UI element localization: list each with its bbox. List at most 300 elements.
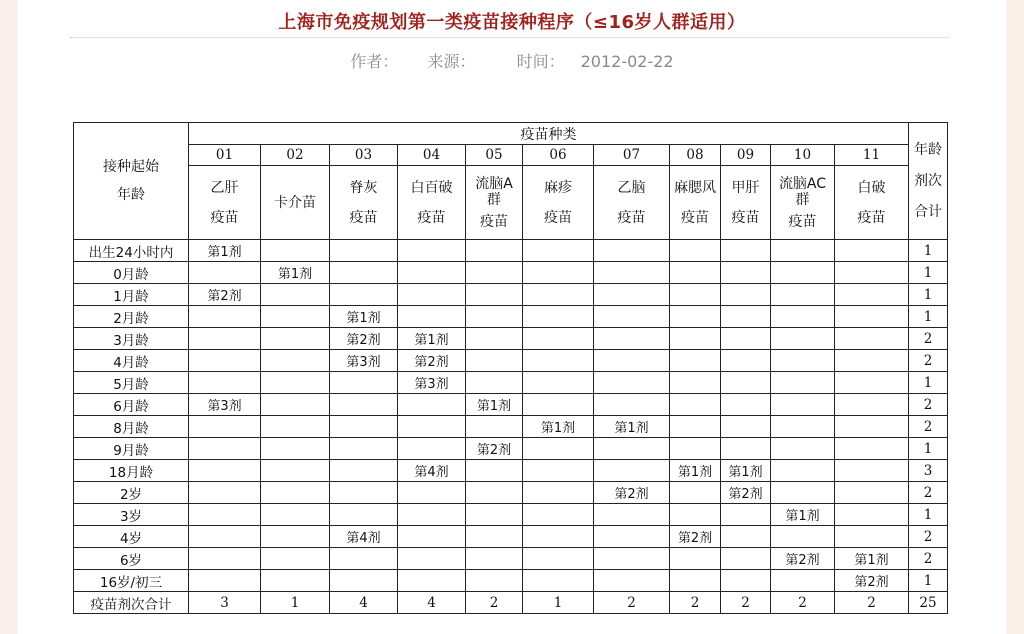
dose-cell <box>721 262 771 284</box>
dose-cell <box>189 526 261 548</box>
row-total: 1 <box>909 504 948 526</box>
vaccine-code-row <box>74 145 948 166</box>
vaccine-code: 01 <box>189 145 261 166</box>
row-age: 2岁 <box>74 482 189 504</box>
dose-cell <box>189 350 261 372</box>
dose-cell <box>523 394 594 416</box>
vaccine-name <box>835 166 909 240</box>
row-age: 3月龄 <box>74 328 189 350</box>
dose-cell <box>261 328 330 350</box>
dose-cell <box>523 372 594 394</box>
table-row <box>74 526 948 548</box>
dose-cell <box>330 372 398 394</box>
vaccine-name-line: 流脑A <box>475 175 513 192</box>
article-meta <box>18 49 1006 72</box>
vaccine-name-line: 麻疹 <box>544 179 572 196</box>
dose-cell <box>466 240 523 262</box>
vaccine-name-line: 疫苗 <box>544 209 572 226</box>
dose-cell <box>670 482 721 504</box>
footer-value: 1 <box>261 592 330 614</box>
dose-cell <box>523 570 594 592</box>
vaccine-name <box>721 166 771 240</box>
age-dose-total-header <box>909 123 948 240</box>
dose-cell: 第1剂 <box>523 416 594 438</box>
dose-cell <box>261 438 330 460</box>
dose-cell: 第1剂 <box>466 394 523 416</box>
dose-cell <box>466 570 523 592</box>
vaccine-type-header: 疫苗种类 <box>189 123 909 145</box>
vaccination-schedule-table <box>73 122 948 614</box>
dose-cell <box>594 570 670 592</box>
table-row <box>74 284 948 306</box>
dose-cell: 第1剂 <box>261 262 330 284</box>
dose-cell <box>523 548 594 570</box>
footer-value: 3 <box>189 592 261 614</box>
dose-cell <box>670 328 721 350</box>
dose-cell <box>330 548 398 570</box>
vaccine-code: 06 <box>523 145 594 166</box>
dose-cell <box>721 328 771 350</box>
dose-cell: 第1剂 <box>771 504 835 526</box>
table-row <box>74 548 948 570</box>
vaccine-name-line: 麻腮风 <box>674 179 716 196</box>
dose-cell <box>721 570 771 592</box>
dose-cell <box>398 306 466 328</box>
dose-cell <box>189 482 261 504</box>
footer-value: 2 <box>670 592 721 614</box>
dose-cell: 第2剂 <box>398 350 466 372</box>
dose-cell <box>189 306 261 328</box>
dose-cell <box>771 372 835 394</box>
dose-cell: 第1剂 <box>721 460 771 482</box>
footer-value: 4 <box>330 592 398 614</box>
vaccine-name <box>189 166 261 240</box>
dose-cell <box>330 262 398 284</box>
dose-cell: 第2剂 <box>189 284 261 306</box>
row-total: 3 <box>909 460 948 482</box>
row-age: 4月龄 <box>74 350 189 372</box>
dose-cell <box>261 504 330 526</box>
dose-cell <box>330 284 398 306</box>
dose-cell <box>721 306 771 328</box>
dose-cell <box>189 570 261 592</box>
row-total: 1 <box>909 438 948 460</box>
dose-cell <box>261 416 330 438</box>
row-total: 1 <box>909 262 948 284</box>
dose-cell <box>466 482 523 504</box>
dose-cell <box>771 460 835 482</box>
dose-cell <box>398 482 466 504</box>
dose-cell <box>835 394 909 416</box>
vaccine-code: 08 <box>670 145 721 166</box>
dose-cell <box>330 416 398 438</box>
dose-cell <box>261 284 330 306</box>
time-label: 时间： <box>516 52 565 71</box>
dose-cell <box>398 438 466 460</box>
row-age: 3岁 <box>74 504 189 526</box>
vaccine-name-line: 疫苗 <box>681 209 709 226</box>
table-row <box>74 438 948 460</box>
dose-cell <box>466 372 523 394</box>
row-total: 1 <box>909 306 948 328</box>
start-age-header-line: 接种起始 <box>103 159 159 175</box>
dose-cell <box>771 394 835 416</box>
article-page <box>18 0 1006 634</box>
dose-cell <box>721 350 771 372</box>
dose-cell: 第3剂 <box>189 394 261 416</box>
dose-cell <box>261 548 330 570</box>
dose-cell <box>466 350 523 372</box>
dose-cell <box>771 350 835 372</box>
row-total: 2 <box>909 328 948 350</box>
dose-cell <box>398 262 466 284</box>
row-age: 出生24小时内 <box>74 240 189 262</box>
table-row <box>74 240 948 262</box>
vaccine-name <box>670 166 721 240</box>
dose-cell <box>771 262 835 284</box>
dose-cell <box>189 328 261 350</box>
vaccine-name-line: 疫苗 <box>788 213 817 230</box>
dose-cell <box>330 438 398 460</box>
vaccine-name <box>771 166 835 240</box>
vaccine-name-line: 乙肝 <box>210 179 239 196</box>
dose-cell <box>835 328 909 350</box>
dose-cell: 第1剂 <box>398 328 466 350</box>
dose-cell <box>523 240 594 262</box>
dose-cell: 第1剂 <box>835 548 909 570</box>
dose-cell <box>594 328 670 350</box>
row-total: 1 <box>909 570 948 592</box>
vaccine-name-line: 疫苗 <box>480 213 508 230</box>
dose-cell <box>189 262 261 284</box>
dose-cell <box>523 284 594 306</box>
vaccine-code: 04 <box>398 145 466 166</box>
dose-cell <box>466 460 523 482</box>
dose-cell <box>398 394 466 416</box>
dose-cell: 第1剂 <box>189 240 261 262</box>
page-scrollbar[interactable] <box>1014 0 1024 634</box>
table-row <box>74 328 948 350</box>
vaccine-name-line: 疫苗 <box>210 209 239 226</box>
table-row <box>74 394 948 416</box>
vaccine-code: 11 <box>835 145 909 166</box>
dose-cell <box>523 460 594 482</box>
dose-cell <box>771 438 835 460</box>
dose-cell <box>771 328 835 350</box>
footer-grand-total: 25 <box>909 592 948 614</box>
dose-cell <box>466 504 523 526</box>
dose-cell <box>670 548 721 570</box>
dose-cell <box>594 438 670 460</box>
vaccine-name-line: 疫苗 <box>417 209 446 226</box>
footer-value: 2 <box>594 592 670 614</box>
total-header-line: 年龄 <box>914 141 942 158</box>
title-divider <box>70 37 948 38</box>
total-header-line: 剂次 <box>914 172 942 189</box>
dose-cell: 第3剂 <box>398 372 466 394</box>
total-header-line: 合计 <box>914 203 942 220</box>
dose-cell: 第1剂 <box>330 306 398 328</box>
vaccine-name-line: 疫苗 <box>857 209 886 226</box>
header-row-1 <box>74 123 948 145</box>
footer-value: 1 <box>523 592 594 614</box>
dose-cell <box>261 570 330 592</box>
dose-cell <box>594 526 670 548</box>
row-age: 5月龄 <box>74 372 189 394</box>
dose-cell <box>261 394 330 416</box>
row-age: 0月龄 <box>74 262 189 284</box>
dose-cell <box>835 526 909 548</box>
time-value: 2012-02-22 <box>580 52 674 71</box>
start-age-header <box>74 123 189 240</box>
dose-cell <box>398 570 466 592</box>
dose-cell <box>771 482 835 504</box>
dose-cell <box>523 438 594 460</box>
dose-cell <box>523 350 594 372</box>
dose-cell <box>594 460 670 482</box>
dose-cell <box>771 306 835 328</box>
dose-cell <box>771 416 835 438</box>
vaccine-name <box>398 166 466 240</box>
dose-cell <box>670 284 721 306</box>
dose-cell <box>261 372 330 394</box>
dose-cell <box>670 570 721 592</box>
dose-cell <box>466 306 523 328</box>
dose-cell <box>330 570 398 592</box>
vaccine-name-line: 群 <box>487 191 501 208</box>
dose-cell <box>594 504 670 526</box>
footer-value: 2 <box>721 592 771 614</box>
start-age-header-line: 年龄 <box>117 187 145 203</box>
dose-cell <box>594 394 670 416</box>
dose-cell: 第3剂 <box>330 350 398 372</box>
dose-cell <box>330 460 398 482</box>
dose-cell <box>398 526 466 548</box>
dose-cell <box>721 284 771 306</box>
row-age: 6岁 <box>74 548 189 570</box>
vaccine-name-line: 脊灰 <box>349 179 378 196</box>
dose-cell <box>189 548 261 570</box>
dose-cell <box>189 504 261 526</box>
dose-cell: 第2剂 <box>721 482 771 504</box>
dose-cell <box>835 438 909 460</box>
dose-cell <box>261 482 330 504</box>
dose-cell <box>721 548 771 570</box>
dose-cell <box>721 416 771 438</box>
vaccine-name <box>594 166 670 240</box>
footer-value: 2 <box>835 592 909 614</box>
dose-cell <box>523 306 594 328</box>
dose-cell <box>670 262 721 284</box>
vaccine-name-line: 流脑AC <box>778 175 827 192</box>
table-row <box>74 482 948 504</box>
dose-cell <box>670 372 721 394</box>
row-total: 2 <box>909 526 948 548</box>
dose-cell <box>721 526 771 548</box>
dose-cell <box>466 284 523 306</box>
vaccine-name-line: 卡介苗 <box>274 194 316 211</box>
row-total: 2 <box>909 394 948 416</box>
dose-cell <box>261 306 330 328</box>
dose-cell <box>261 240 330 262</box>
dose-cell <box>835 372 909 394</box>
dose-cell <box>835 350 909 372</box>
dose-cell <box>398 548 466 570</box>
dose-cell <box>835 504 909 526</box>
dose-cell <box>835 482 909 504</box>
article-title: 上海市免疫规划第一类疫苗接种程序（≤16岁人群适用） <box>278 12 746 33</box>
publish-time <box>505 52 674 71</box>
dose-cell: 第2剂 <box>466 438 523 460</box>
vaccine-code: 10 <box>771 145 835 166</box>
vaccine-name <box>330 166 398 240</box>
dose-cell <box>835 306 909 328</box>
vaccine-name <box>466 166 523 240</box>
dose-cell <box>721 394 771 416</box>
dose-cell <box>835 262 909 284</box>
dose-cell <box>670 240 721 262</box>
footer-row <box>74 592 948 614</box>
dose-cell <box>835 460 909 482</box>
row-age: 18月龄 <box>74 460 189 482</box>
dose-cell: 第2剂 <box>771 548 835 570</box>
dose-cell <box>189 416 261 438</box>
dose-cell <box>466 328 523 350</box>
row-age: 9月龄 <box>74 438 189 460</box>
row-age: 16岁/初三 <box>74 570 189 592</box>
row-total: 2 <box>909 416 948 438</box>
table-row <box>74 504 948 526</box>
dose-cell <box>771 526 835 548</box>
vaccine-name-line: 疫苗 <box>349 209 378 226</box>
dose-cell <box>721 240 771 262</box>
author-label: 作者： <box>350 52 399 71</box>
vaccine-code: 05 <box>466 145 523 166</box>
vaccine-name <box>261 166 330 240</box>
dose-cell: 第1剂 <box>594 416 670 438</box>
dose-cell <box>330 240 398 262</box>
row-total: 1 <box>909 240 948 262</box>
dose-cell <box>670 394 721 416</box>
dose-cell <box>771 240 835 262</box>
dose-cell <box>466 548 523 570</box>
vaccine-name-line: 乙脑 <box>617 179 646 196</box>
row-age: 8月龄 <box>74 416 189 438</box>
dose-cell <box>398 240 466 262</box>
row-total: 2 <box>909 548 948 570</box>
dose-cell <box>771 284 835 306</box>
table-row <box>74 306 948 328</box>
dose-cell <box>721 438 771 460</box>
dose-cell <box>670 306 721 328</box>
dose-cell <box>523 262 594 284</box>
dose-cell: 第2剂 <box>594 482 670 504</box>
vaccine-code: 03 <box>330 145 398 166</box>
dose-cell <box>189 460 261 482</box>
dose-cell <box>523 526 594 548</box>
dose-cell: 第1剂 <box>670 460 721 482</box>
table-row <box>74 350 948 372</box>
dose-cell <box>835 240 909 262</box>
dose-cell <box>594 372 670 394</box>
dose-cell <box>670 350 721 372</box>
dose-cell <box>330 482 398 504</box>
row-age: 1月龄 <box>74 284 189 306</box>
table-row <box>74 460 948 482</box>
dose-cell <box>523 482 594 504</box>
dose-cell: 第2剂 <box>835 570 909 592</box>
dose-cell <box>670 504 721 526</box>
dose-cell <box>721 504 771 526</box>
row-total: 1 <box>909 372 948 394</box>
dose-cell <box>523 328 594 350</box>
dose-cell <box>670 416 721 438</box>
dose-cell <box>594 306 670 328</box>
dose-cell <box>523 504 594 526</box>
table-row <box>74 372 948 394</box>
dose-cell <box>721 372 771 394</box>
table-row <box>74 262 948 284</box>
vaccine-name-line: 甲肝 <box>731 179 760 196</box>
dose-cell <box>261 460 330 482</box>
row-age: 2月龄 <box>74 306 189 328</box>
dose-cell: 第2剂 <box>330 328 398 350</box>
footer-value: 2 <box>771 592 835 614</box>
dose-cell <box>189 372 261 394</box>
dose-cell <box>594 548 670 570</box>
dose-cell <box>670 438 721 460</box>
table-row <box>74 416 948 438</box>
dose-cell: 第4剂 <box>398 460 466 482</box>
dose-cell <box>330 394 398 416</box>
vaccine-name-line: 白破 <box>857 179 886 196</box>
source-label: 来源： <box>427 52 476 71</box>
footer-value: 4 <box>398 592 466 614</box>
vaccine-name <box>523 166 594 240</box>
dose-cell: 第4剂 <box>330 526 398 548</box>
dose-cell: 第2剂 <box>670 526 721 548</box>
dose-cell <box>398 284 466 306</box>
row-total: 2 <box>909 350 948 372</box>
vaccine-code: 09 <box>721 145 771 166</box>
table-row <box>74 570 948 592</box>
vaccine-name-row <box>74 166 948 240</box>
dose-cell <box>594 350 670 372</box>
vaccine-name-line: 白百破 <box>410 179 453 196</box>
vaccine-code: 07 <box>594 145 670 166</box>
dose-cell <box>330 504 398 526</box>
dose-cell <box>771 570 835 592</box>
dose-cell <box>466 526 523 548</box>
dose-cell <box>189 438 261 460</box>
vaccine-name-line: 疫苗 <box>617 209 646 226</box>
vaccine-name-line: 群 <box>795 191 810 208</box>
dose-cell <box>594 262 670 284</box>
vaccine-name-line: 疫苗 <box>731 209 760 226</box>
dose-cell <box>261 526 330 548</box>
row-age: 6月龄 <box>74 394 189 416</box>
dose-cell <box>466 262 523 284</box>
footer-label: 疫苗剂次合计 <box>74 592 189 614</box>
vaccine-code: 02 <box>261 145 330 166</box>
dose-cell <box>466 416 523 438</box>
dose-cell <box>594 240 670 262</box>
dose-cell <box>398 504 466 526</box>
footer-value: 2 <box>466 592 523 614</box>
row-total: 2 <box>909 482 948 504</box>
dose-cell <box>835 284 909 306</box>
dose-cell <box>594 284 670 306</box>
